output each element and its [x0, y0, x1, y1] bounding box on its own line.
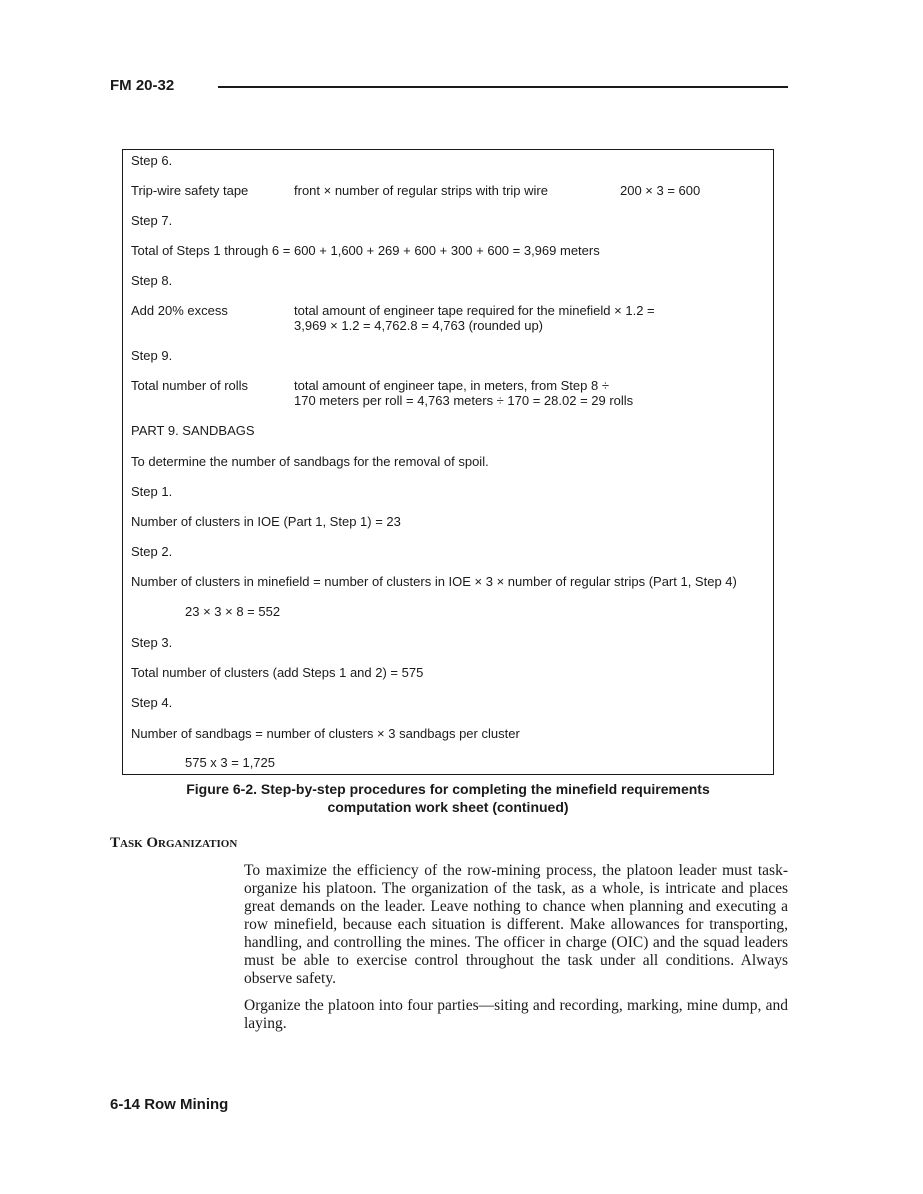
total-clusters: Total number of clusters (add Steps 1 and 2) = 575 [131, 665, 424, 680]
body-paragraph-1: To maximize the efficiency of the row-mining process, the platoon leader must task-organize his platoon. The organization of the task, as a whole, is intricate and places great demands on the leader. Leave nothing to chance when planning and executing a row minefield, because each situation is different. Make allowances for transporting, handling, and controlling the mines. The officer in charge (OIC) and the squad leaders must be able to exercise control throughout the task under all conditions. Always observe safety. [244, 862, 788, 987]
rolls-formula: total amount of engineer tape, in meters, from Step 8 ÷ [294, 378, 609, 393]
figure-caption-line-2: computation work sheet (continued) [327, 799, 569, 815]
figure-caption-line-1: Figure 6-2. Step-by-step procedures for completing the minefield requirements [186, 781, 710, 797]
sandbag-step-4-label: Step 4. [131, 695, 173, 710]
step-8-label: Step 8. [131, 273, 173, 288]
step-7-total: Total of Steps 1 through 6 = 600 + 1,600 + 269 + 600 + 300 + 600 = 3,969 meters [131, 243, 600, 258]
figure-worksheet-box [122, 149, 774, 775]
excess-label: Add 20% excess [131, 303, 228, 318]
page-footer: 6-14 Row Mining [110, 1096, 229, 1113]
running-header: FM 20-32 [110, 77, 175, 94]
excess-result: 3,969 × 1.2 = 4,762.8 = 4,763 (rounded up) [294, 318, 544, 333]
sandbags-result: 575 x 3 = 1,725 [185, 755, 275, 770]
sandbag-intro: To determine the number of sandbags for the removal of spoil. [131, 454, 489, 469]
section-heading: Task Organization [110, 835, 238, 851]
step-6-label: Step 6. [131, 153, 173, 168]
trip-wire-label: Trip-wire safety tape [131, 183, 249, 198]
sandbags-formula: Number of sandbags = number of clusters × 3 sandbags per cluster [131, 726, 520, 741]
sandbag-step-1-label: Step 1. [131, 484, 173, 499]
part-9-heading: PART 9. SANDBAGS [131, 423, 255, 438]
step-7-label: Step 7. [131, 213, 173, 228]
sandbag-step-3-label: Step 3. [131, 635, 173, 650]
rolls-label: Total number of rolls [131, 378, 249, 393]
rolls-result: 170 meters per roll = 4,763 meters ÷ 170 = 28.02 = 29 rolls [294, 393, 634, 408]
minefield-clusters-formula: Number of clusters in minefield = number of clusters in IOE × 3 × number of regular strips (Part 1, Step 4) [131, 574, 737, 589]
step-9-label: Step 9. [131, 348, 173, 363]
body-paragraph-2: Organize the platoon into four parties—siting and recording, marking, mine dump, and laying. [244, 997, 788, 1032]
excess-formula: total amount of engineer tape required for the minefield × 1.2 = [294, 303, 655, 318]
sandbag-step-2-label: Step 2. [131, 544, 173, 559]
trip-wire-formula: front × number of regular strips with trip wire [294, 183, 548, 198]
header-rule [218, 86, 788, 88]
trip-wire-result: 200 × 3 = 600 [620, 183, 701, 198]
ioe-clusters: Number of clusters in IOE (Part 1, Step 1) = 23 [131, 514, 401, 529]
minefield-clusters-result: 23 × 3 × 8 = 552 [185, 604, 281, 619]
